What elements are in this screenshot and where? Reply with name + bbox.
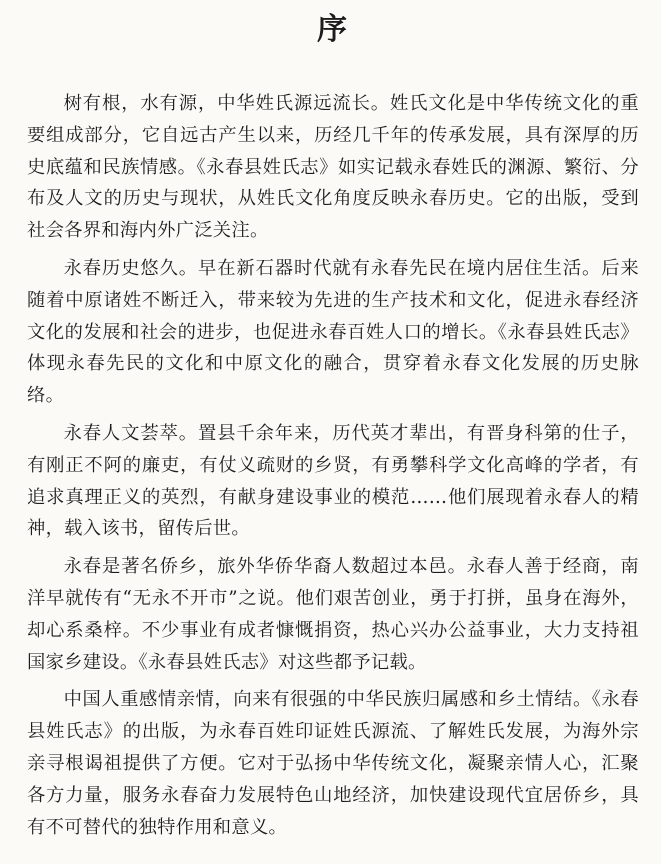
paragraph-1: 树有根，水有源，中华姓氏源远流长。姓氏文化是中华传统文化的重要组成部分，它自远古产生以来，历经几千年的传承发展，具有深厚的历史底蕴和民族情感。《永春县姓氏志》如实记载永春姓氏的渊源、繁衍、分布及人文的历史与现状，从姓氏文化角度反映永春历史。它的出版，受到社会各界和海内外广泛关注。: [27, 93, 639, 242]
document-body: [27, 88, 639, 843]
paragraph-5: 中国人重感情亲情，向来有很强的中华民族归属感和乡土情结。《永春县姓氏志》的出版，为永春百姓印证姓氏源流、了解姓氏发展，为海外宗亲寻根谒祖提供了方便。它对于弘扬中华传统文化，凝聚亲情人心，汇聚各方力量，服务永春奋力发展特色山地经济，加快建设现代宜居侨乡，具有不可替代的独特作用和意义。: [27, 689, 639, 838]
paragraph-3: 永春人文荟萃。置县千余年来，历代英才辈出，有晋身科第的仕子，有刚正不阿的廉吏，有仗义疏财的乡贤，有勇攀科学文化高峰的学者，有追求真理正义的英烈，有献身建设事业的模范……他们展现着永春人的精神，载入该书，留传后世。: [27, 422, 639, 540]
paragraph-4: 永春是著名侨乡，旅外华侨华裔人数超过本邑。永春人善于经商，南洋早就传有“无永不开市”之说。他们艰苦创业，勇于打拼，虽身在海外，却心系桑梓。不少事业有成者慷慨捐资，热心兴办公益事业，大力支持祖国家乡建设。《永春县姓氏志》对这些都予记载。: [27, 556, 639, 673]
page-title: 序: [317, 12, 349, 47]
paragraph-2: 永春历史悠久。早在新石器时代就有永春先民在境内居住生活。后来随着中原诸姓不断迁入，带来较为先进的生产技术和文化，促进永春经济文化的发展和社会的进步，也促进永春百姓人口的增长。《永春县姓氏志》体现永春先民的文化和中原文化的融合，贯穿着永春文化发展的历史脉络。: [27, 257, 639, 407]
